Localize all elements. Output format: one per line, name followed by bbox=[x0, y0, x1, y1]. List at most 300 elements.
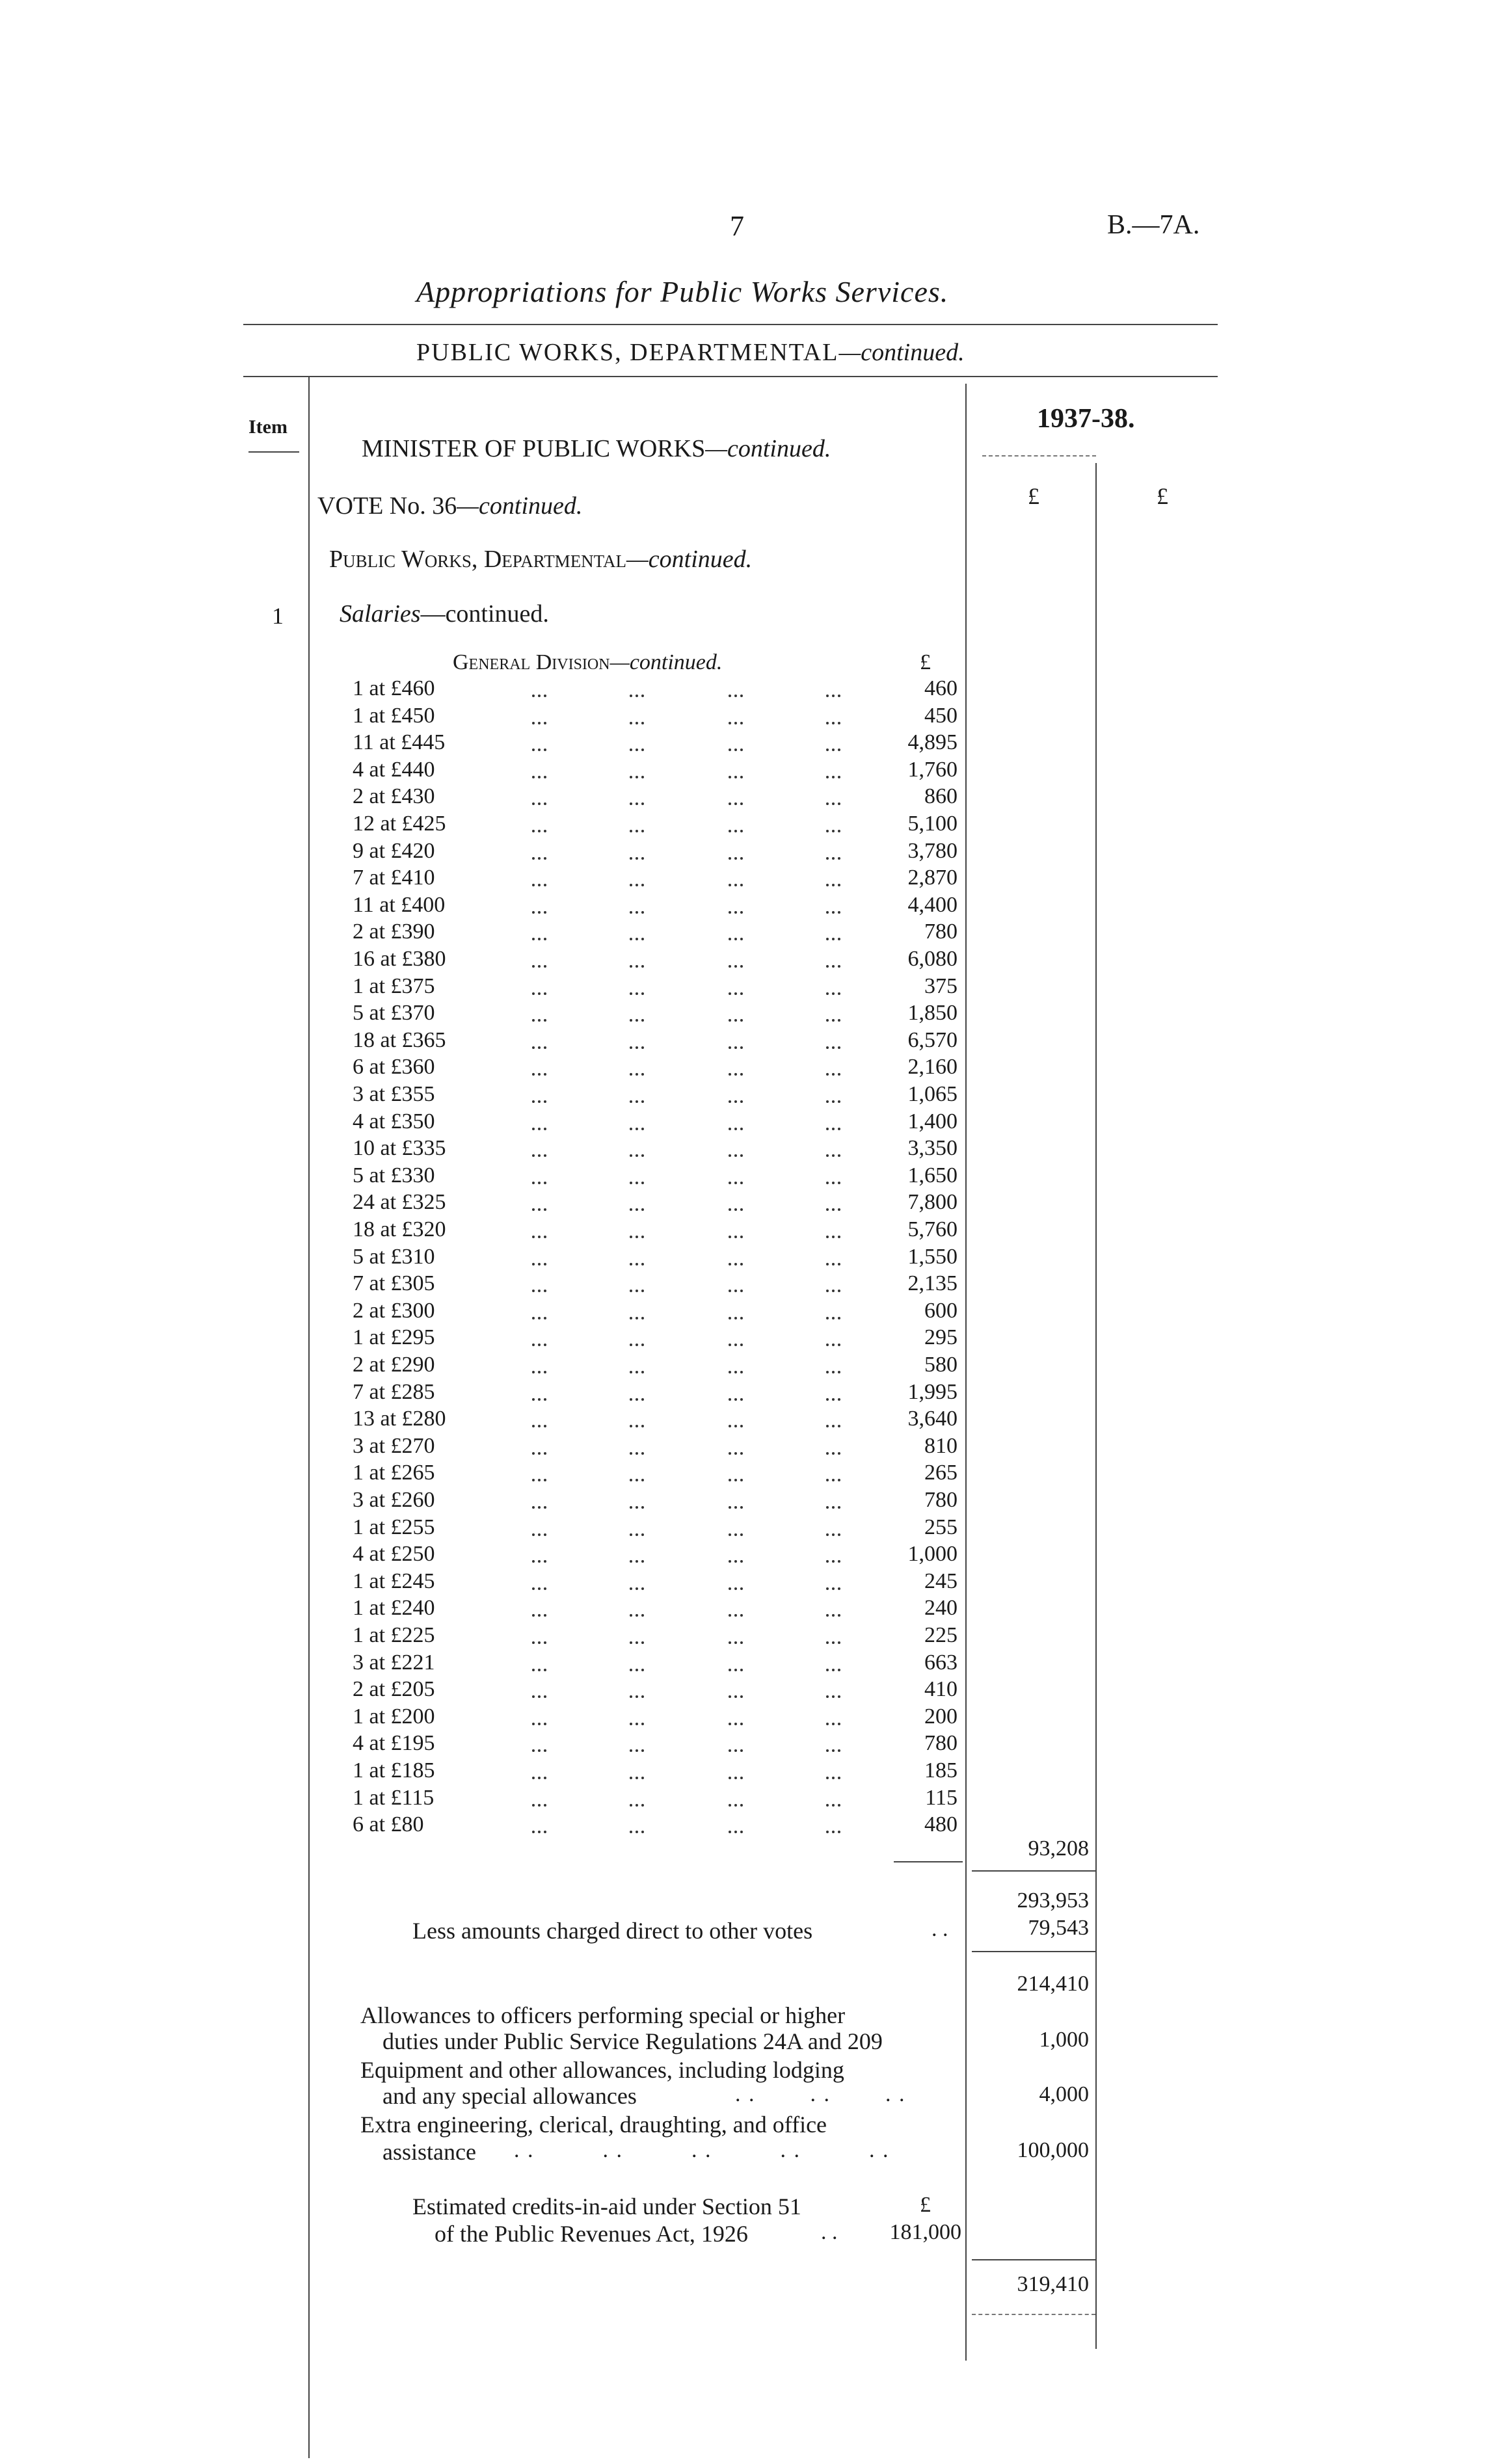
page-subtitle-main: PUBLIC WORKS, DEPARTMENTAL bbox=[416, 339, 839, 366]
leader-dot bbox=[532, 1641, 546, 1644]
equipment-leader: . . . . . . bbox=[735, 2082, 906, 2106]
salary-row-label: 12 at £425 bbox=[353, 812, 446, 836]
leader-dot bbox=[630, 1479, 644, 1481]
leader-dot bbox=[630, 1019, 644, 1022]
leader-dot bbox=[729, 965, 743, 968]
salary-row-label: 1 at £115 bbox=[353, 1786, 435, 1810]
grand-total-rule-top bbox=[972, 2259, 1095, 2260]
salary-row-label: 1 at £200 bbox=[353, 1704, 435, 1729]
header-rule-top bbox=[243, 324, 1218, 325]
leader-dot bbox=[729, 857, 743, 860]
leader-dot bbox=[729, 1046, 743, 1049]
leader-dot bbox=[532, 1777, 546, 1779]
salary-row-amount: 1,550 bbox=[907, 1245, 958, 1269]
less-amounts-label: Less amounts charged direct to other votes bbox=[412, 1918, 813, 1944]
division-currency: £ bbox=[920, 650, 931, 674]
leader-dot bbox=[630, 1804, 644, 1807]
salary-row-amount: 245 bbox=[924, 1569, 958, 1593]
salary-row-label: 24 at £325 bbox=[353, 1190, 446, 1214]
salary-row-amount: 115 bbox=[925, 1786, 958, 1810]
leader-dot bbox=[630, 1208, 644, 1211]
salary-row-amount: 240 bbox=[924, 1596, 958, 1620]
amount-column-divider bbox=[965, 384, 967, 2361]
leader-dot bbox=[532, 1452, 546, 1455]
leader-dot bbox=[826, 1019, 840, 1022]
leader-dot bbox=[532, 1695, 546, 1698]
leader-dot bbox=[630, 695, 644, 697]
leader-dot bbox=[630, 1831, 644, 1833]
item-number: 1 bbox=[272, 603, 284, 629]
leader-dot bbox=[532, 1073, 546, 1076]
leader-dot bbox=[532, 1533, 546, 1536]
salary-row-label: 2 at £290 bbox=[353, 1353, 435, 1377]
leader-dot bbox=[630, 1614, 644, 1617]
leader-dot bbox=[729, 722, 743, 724]
salary-row-label: 5 at £370 bbox=[353, 1001, 435, 1025]
salary-row-amount: 2,870 bbox=[907, 866, 958, 890]
leader-dot bbox=[826, 830, 840, 832]
leader-dot bbox=[630, 748, 644, 751]
leader-dot bbox=[826, 1452, 840, 1455]
salary-row-amount: 295 bbox=[924, 1325, 958, 1349]
leader-dot bbox=[729, 992, 743, 995]
leader-dot bbox=[826, 1398, 840, 1401]
salary-row-amount: 200 bbox=[924, 1704, 958, 1729]
salary-row-amount: 5,100 bbox=[907, 812, 958, 836]
leader-dot bbox=[826, 802, 840, 805]
leader-dot bbox=[826, 938, 840, 940]
leader-dot bbox=[826, 1263, 840, 1265]
leader-dot bbox=[532, 1398, 546, 1401]
leader-dot bbox=[630, 938, 644, 940]
leader-dot bbox=[532, 1154, 546, 1157]
leader-dot bbox=[630, 1398, 644, 1401]
salary-row-amount: 375 bbox=[924, 974, 958, 998]
salary-row-label: 1 at £450 bbox=[353, 704, 435, 728]
leader-dot bbox=[729, 1128, 743, 1130]
allowances-line-2: duties under Public Service Regulations 24A and 209 bbox=[382, 2028, 883, 2054]
leader-dot bbox=[630, 1669, 644, 1671]
leader-dot bbox=[532, 1587, 546, 1590]
salary-row-label: 5 at £310 bbox=[353, 1245, 435, 1269]
leader-dot bbox=[729, 1723, 743, 1725]
leader-dot bbox=[532, 1046, 546, 1049]
leader-dot bbox=[630, 830, 644, 832]
salary-row-amount: 410 bbox=[924, 1677, 958, 1701]
leader-dot bbox=[729, 1236, 743, 1238]
salary-row-amount: 185 bbox=[924, 1758, 958, 1782]
leader-dot bbox=[729, 1208, 743, 1211]
leader-dot bbox=[630, 1560, 644, 1563]
leader-dot bbox=[532, 776, 546, 778]
salary-row-label: 5 at £330 bbox=[353, 1163, 435, 1187]
subtotal-column-divider bbox=[1095, 463, 1097, 2349]
running-total: 293,953 bbox=[1017, 1888, 1089, 1913]
leader-dot bbox=[729, 938, 743, 940]
division-heading-main: General Division bbox=[453, 650, 610, 674]
leader-dot bbox=[729, 1371, 743, 1373]
salary-row-amount: 4,895 bbox=[907, 730, 958, 754]
general-division-total: 93,208 bbox=[1028, 1836, 1089, 1861]
leader-dot bbox=[630, 1749, 644, 1752]
leader-dot bbox=[826, 1777, 840, 1779]
leader-dot bbox=[729, 1641, 743, 1644]
equipment-line-2: and any special allowances bbox=[382, 2083, 637, 2109]
salary-row-amount: 810 bbox=[924, 1434, 958, 1458]
leader-dot bbox=[826, 1182, 840, 1184]
leader-dot bbox=[532, 1479, 546, 1481]
leader-dot bbox=[729, 1804, 743, 1807]
leader-dot bbox=[532, 1236, 546, 1238]
leader-dot bbox=[826, 992, 840, 995]
item-column-header: Item bbox=[248, 416, 288, 438]
salary-row-label: 11 at £400 bbox=[353, 893, 446, 917]
leader-dot bbox=[532, 965, 546, 968]
leader-dot bbox=[630, 1641, 644, 1644]
leader-dot bbox=[532, 830, 546, 832]
leader-dot bbox=[729, 1587, 743, 1590]
leader-dot bbox=[532, 1425, 546, 1427]
leader-dot bbox=[826, 1128, 840, 1130]
leader-dot bbox=[630, 802, 644, 805]
leader-dot bbox=[826, 1560, 840, 1563]
salary-row-amount: 1,650 bbox=[907, 1163, 958, 1187]
year-column-header: 1937-38. bbox=[1037, 404, 1135, 434]
leader-dot bbox=[630, 1587, 644, 1590]
salary-row-label: 1 at £185 bbox=[353, 1758, 435, 1782]
leader-dot bbox=[532, 1831, 546, 1833]
net-total: 214,410 bbox=[1017, 1972, 1089, 1996]
salary-row-amount: 265 bbox=[924, 1461, 958, 1485]
salary-row-amount: 460 bbox=[924, 676, 958, 700]
leader-dot bbox=[826, 1641, 840, 1644]
leader-dot bbox=[630, 1236, 644, 1238]
salaries-heading-main: Salaries bbox=[340, 600, 421, 628]
leader-dot bbox=[532, 1560, 546, 1563]
minister-heading bbox=[362, 434, 831, 463]
salary-row-label: 1 at £295 bbox=[353, 1325, 435, 1349]
division-heading bbox=[453, 650, 722, 675]
credits-in-aid-line-1: Estimated credits-in-aid under Section 51 bbox=[412, 2193, 801, 2219]
salary-row-label: 2 at £205 bbox=[353, 1677, 435, 1701]
salary-row-amount: 3,350 bbox=[907, 1136, 958, 1160]
salary-row-amount: 780 bbox=[924, 1488, 958, 1512]
leader-dot bbox=[630, 911, 644, 914]
leader-dot bbox=[729, 1398, 743, 1401]
credits-in-aid-line-2: of the Public Revenues Act, 1926 bbox=[435, 2221, 748, 2247]
extra-assistance-line-1: Extra engineering, clerical, draughting, and office bbox=[360, 2112, 827, 2138]
salary-row-label: 18 at £320 bbox=[353, 1217, 446, 1241]
salary-row-label: 6 at £80 bbox=[353, 1812, 424, 1836]
leader-dot bbox=[532, 857, 546, 860]
leader-dot bbox=[729, 1154, 743, 1157]
leader-dot bbox=[532, 911, 546, 914]
page-title: Appropriations for Public Works Services. bbox=[416, 275, 949, 308]
leader-dot bbox=[630, 776, 644, 778]
leader-dot bbox=[826, 1154, 840, 1157]
extra-assistance-value: 100,000 bbox=[1017, 2138, 1089, 2162]
salary-row-amount: 580 bbox=[924, 1353, 958, 1377]
vote-heading bbox=[317, 492, 582, 520]
salary-row-amount: 7,800 bbox=[907, 1190, 958, 1214]
leader-dot bbox=[729, 830, 743, 832]
leader-dot bbox=[532, 1208, 546, 1211]
grand-total: 319,410 bbox=[1017, 2272, 1089, 2296]
grand-total-rule-bottom bbox=[972, 2314, 1095, 2315]
salary-row-label: 13 at £280 bbox=[353, 1407, 446, 1431]
leader-dot bbox=[532, 1804, 546, 1807]
salary-row-label: 4 at £195 bbox=[353, 1731, 435, 1755]
salary-row-label: 6 at £360 bbox=[353, 1055, 435, 1079]
salary-row-amount: 255 bbox=[924, 1515, 958, 1539]
general-total-rule bbox=[894, 1861, 963, 1862]
leader-dot bbox=[532, 1317, 546, 1319]
leader-dot bbox=[532, 1371, 546, 1373]
salary-row-amount: 225 bbox=[924, 1623, 958, 1647]
item-column-divider bbox=[308, 377, 310, 2458]
leader-dot bbox=[532, 938, 546, 940]
salary-row-amount: 450 bbox=[924, 704, 958, 728]
document-reference: B.—7A. bbox=[1107, 210, 1200, 240]
leader-dot bbox=[532, 1290, 546, 1292]
leader-dot bbox=[630, 1073, 644, 1076]
leader-dot bbox=[826, 1831, 840, 1833]
leader-dot bbox=[826, 1804, 840, 1807]
salary-row-amount: 480 bbox=[924, 1812, 958, 1836]
salary-row-label: 7 at £410 bbox=[353, 866, 435, 890]
leader-dot bbox=[826, 1587, 840, 1590]
leader-dot bbox=[826, 1506, 840, 1509]
leader-dot bbox=[729, 802, 743, 805]
salary-row-amount: 860 bbox=[924, 784, 958, 808]
leader-dot bbox=[532, 1182, 546, 1184]
extra-assistance-line-2: assistance bbox=[382, 2139, 476, 2165]
credits-in-aid-leader: . . bbox=[821, 2220, 838, 2244]
leader-dot bbox=[532, 1723, 546, 1725]
less-amounts-value: 79,543 bbox=[1028, 1916, 1089, 1940]
salary-row-amount: 5,760 bbox=[907, 1217, 958, 1241]
header-rule-bottom bbox=[243, 376, 1218, 377]
salary-row-label: 9 at £420 bbox=[353, 839, 435, 863]
leader-dot bbox=[826, 1371, 840, 1373]
leader-dot bbox=[729, 1019, 743, 1022]
division-heading-suffix: —continued. bbox=[610, 650, 723, 674]
leader-dot bbox=[826, 1723, 840, 1725]
salary-row-amount: 6,080 bbox=[907, 947, 958, 971]
leader-dot bbox=[729, 1533, 743, 1536]
salary-row-amount: 780 bbox=[924, 1731, 958, 1755]
salary-row-label: 7 at £305 bbox=[353, 1271, 435, 1295]
salary-row-amount: 1,760 bbox=[907, 758, 958, 782]
section-heading-suffix: —continued. bbox=[626, 546, 753, 573]
credits-in-aid-value: 181,000 bbox=[889, 2220, 961, 2244]
salary-row-label: 4 at £350 bbox=[353, 1109, 435, 1133]
leader-dot bbox=[532, 1614, 546, 1617]
leader-dot bbox=[826, 911, 840, 914]
leader-dot bbox=[532, 1506, 546, 1509]
leader-dot bbox=[729, 1506, 743, 1509]
leader-dot bbox=[826, 1208, 840, 1211]
leader-dot bbox=[826, 1533, 840, 1536]
salary-row-label: 3 at £221 bbox=[353, 1650, 435, 1675]
leader-dot bbox=[729, 748, 743, 751]
leader-dot bbox=[729, 695, 743, 697]
salary-row-label: 4 at £440 bbox=[353, 758, 435, 782]
salary-row-label: 2 at £300 bbox=[353, 1299, 435, 1323]
leader-dot bbox=[729, 1317, 743, 1319]
salary-row-label: 18 at £365 bbox=[353, 1028, 446, 1052]
salary-row-amount: 663 bbox=[924, 1650, 958, 1675]
leader-dot bbox=[826, 965, 840, 968]
page-subtitle bbox=[416, 338, 965, 367]
leader-dot bbox=[826, 1073, 840, 1076]
leader-dot bbox=[826, 776, 840, 778]
leader-dot bbox=[729, 1749, 743, 1752]
leader-dot bbox=[826, 1236, 840, 1238]
salaries-heading-suffix: —continued. bbox=[420, 600, 549, 628]
vote-heading-suffix: —continued. bbox=[457, 492, 583, 520]
salary-row-label: 7 at £285 bbox=[353, 1380, 435, 1404]
leader-dot bbox=[532, 1100, 546, 1103]
leader-dot bbox=[729, 1073, 743, 1076]
leader-dot bbox=[630, 1100, 644, 1103]
leader-dot bbox=[630, 1371, 644, 1373]
leader-dot bbox=[630, 722, 644, 724]
leader-dot bbox=[630, 992, 644, 995]
leader-dot bbox=[630, 1182, 644, 1184]
leader-dot bbox=[729, 1182, 743, 1184]
salary-row-label: 3 at £355 bbox=[353, 1082, 435, 1106]
section-heading-main: Public Works, Departmental bbox=[329, 546, 627, 573]
currency-column-1: £ bbox=[1028, 483, 1039, 509]
less-amounts-leader: . . bbox=[931, 1917, 948, 1941]
allowances-value: 1,000 bbox=[1039, 2028, 1089, 2052]
allowances-line-1: Allowances to officers performing special or higher bbox=[360, 2002, 846, 2028]
leader-dot bbox=[826, 1290, 840, 1292]
item-header-underline bbox=[248, 451, 299, 453]
leader-dot bbox=[729, 1344, 743, 1346]
leader-dot bbox=[729, 1669, 743, 1671]
leader-dot bbox=[630, 1128, 644, 1130]
leader-dot bbox=[729, 1777, 743, 1779]
leader-dot bbox=[532, 802, 546, 805]
leader-dot bbox=[532, 722, 546, 724]
salary-row-label: 4 at £250 bbox=[353, 1542, 435, 1566]
leader-dot bbox=[826, 695, 840, 697]
leader-dot bbox=[729, 1614, 743, 1617]
leader-dot bbox=[630, 1154, 644, 1157]
leader-dot bbox=[532, 1344, 546, 1346]
leader-dot bbox=[729, 911, 743, 914]
section-heading bbox=[329, 545, 752, 574]
leader-dot bbox=[826, 1425, 840, 1427]
credits-in-aid-currency: £ bbox=[920, 2193, 931, 2217]
salary-row-amount: 4,400 bbox=[907, 893, 958, 917]
leader-dot bbox=[826, 1046, 840, 1049]
leader-dot bbox=[826, 748, 840, 751]
leader-dot bbox=[630, 1290, 644, 1292]
leader-dot bbox=[630, 1046, 644, 1049]
leader-dot bbox=[630, 965, 644, 968]
leader-dot bbox=[826, 1614, 840, 1617]
extra-assistance-leader: . . . . . . . . . . bbox=[514, 2138, 890, 2162]
salary-row-amount: 1,400 bbox=[907, 1109, 958, 1133]
leader-dot bbox=[729, 1560, 743, 1563]
salary-row-label: 1 at £375 bbox=[353, 974, 435, 998]
leader-dot bbox=[630, 1777, 644, 1779]
leader-dot bbox=[729, 1831, 743, 1833]
leader-dot bbox=[630, 1317, 644, 1319]
leader-dot bbox=[630, 1506, 644, 1509]
leader-dot bbox=[826, 1695, 840, 1698]
currency-column-2: £ bbox=[1157, 483, 1168, 509]
leader-dot bbox=[532, 695, 546, 697]
salary-row-amount: 2,135 bbox=[907, 1271, 958, 1295]
leader-dot bbox=[729, 1452, 743, 1455]
leader-dot bbox=[532, 1019, 546, 1022]
salary-row-label: 11 at £445 bbox=[353, 730, 446, 754]
leader-dot bbox=[729, 1290, 743, 1292]
salary-row-amount: 2,160 bbox=[907, 1055, 958, 1079]
leader-dot bbox=[826, 1100, 840, 1103]
leader-dot bbox=[630, 884, 644, 886]
leader-dot bbox=[630, 1452, 644, 1455]
year-header-underline bbox=[982, 455, 1096, 457]
equipment-line-1: Equipment and other allowances, including lodging bbox=[360, 2057, 844, 2083]
leader-dot bbox=[826, 1344, 840, 1346]
leader-dot bbox=[826, 1479, 840, 1481]
page-subtitle-suffix: —continued. bbox=[838, 339, 965, 366]
salary-row-label: 1 at £460 bbox=[353, 676, 435, 700]
leader-dot bbox=[729, 776, 743, 778]
general-total-underline bbox=[972, 1870, 1095, 1872]
leader-dot bbox=[826, 1317, 840, 1319]
salaries-heading bbox=[340, 600, 549, 628]
salary-row-amount: 1,065 bbox=[907, 1082, 958, 1106]
leader-dot bbox=[532, 1669, 546, 1671]
leader-dot bbox=[630, 1533, 644, 1536]
leader-dot bbox=[826, 884, 840, 886]
salary-row-amount: 780 bbox=[924, 920, 958, 944]
leader-dot bbox=[532, 884, 546, 886]
salary-row-label: 2 at £390 bbox=[353, 920, 435, 944]
leader-dot bbox=[630, 1723, 644, 1725]
salary-row-amount: 6,570 bbox=[907, 1028, 958, 1052]
salary-row-label: 1 at £245 bbox=[353, 1569, 435, 1593]
salary-row-amount: 3,780 bbox=[907, 839, 958, 863]
leader-dot bbox=[532, 1749, 546, 1752]
minister-heading-main: MINISTER OF PUBLIC WORKS bbox=[362, 435, 706, 462]
leader-dot bbox=[826, 1749, 840, 1752]
leader-dot bbox=[729, 1425, 743, 1427]
leader-dot bbox=[630, 1344, 644, 1346]
equipment-value: 4,000 bbox=[1039, 2082, 1089, 2106]
leader-dot bbox=[729, 884, 743, 886]
salary-row-label: 3 at £270 bbox=[353, 1434, 435, 1458]
salary-row-amount: 1,000 bbox=[907, 1542, 958, 1566]
salary-row-amount: 1,850 bbox=[907, 1001, 958, 1025]
leader-dot bbox=[826, 1669, 840, 1671]
vote-heading-main: VOTE No. 36 bbox=[317, 492, 457, 520]
minister-heading-suffix: —continued. bbox=[705, 435, 831, 462]
leader-dot bbox=[630, 1695, 644, 1698]
leader-dot bbox=[630, 857, 644, 860]
net-total-rule bbox=[972, 1951, 1095, 1952]
salary-row-label: 1 at £265 bbox=[353, 1461, 435, 1485]
leader-dot bbox=[826, 722, 840, 724]
leader-dot bbox=[729, 1479, 743, 1481]
leader-dot bbox=[729, 1695, 743, 1698]
